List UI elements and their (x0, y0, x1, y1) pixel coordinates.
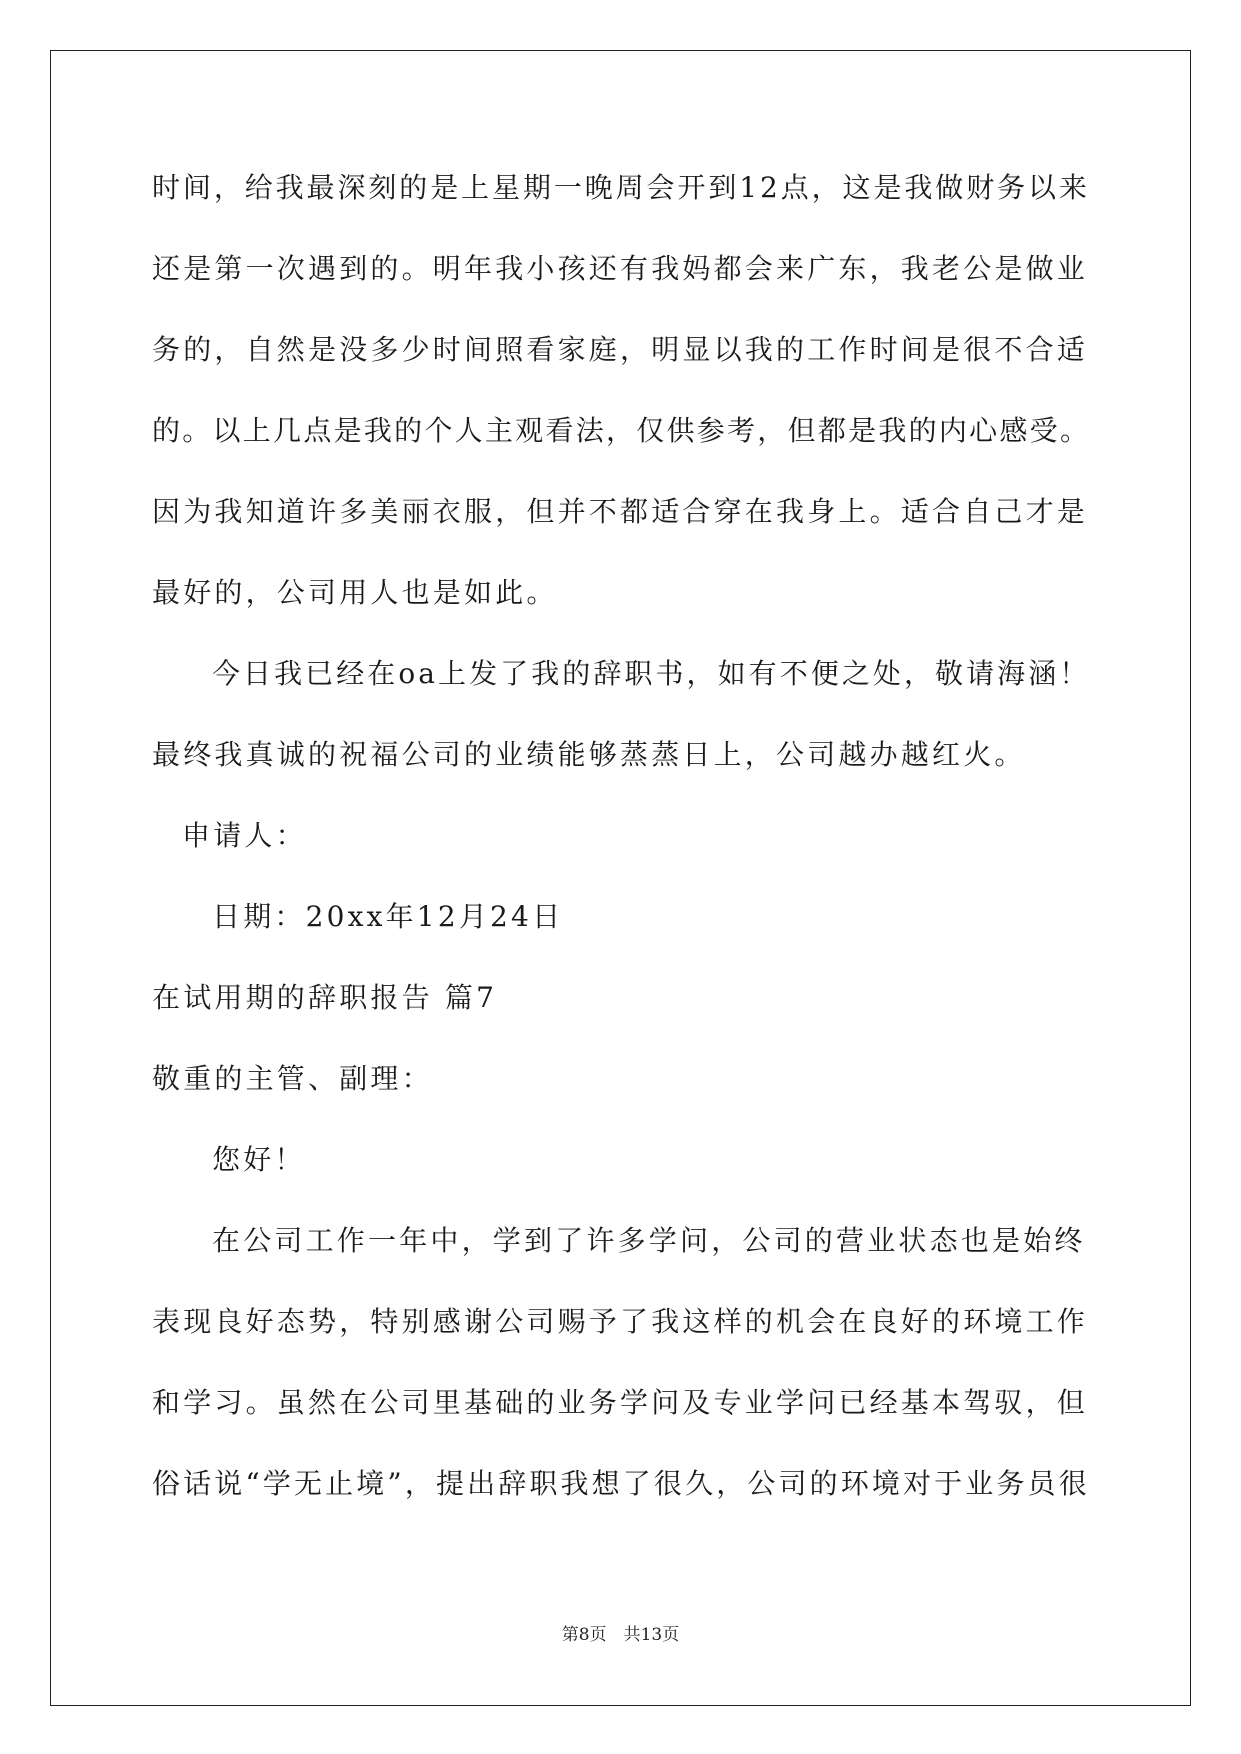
body-line-1: 时间，给我最深刻的是上星期一晚周会开到12点，这是我做财务以来 (152, 171, 1090, 204)
body-line-4: 的。以上几点是我的个人主观看法，仅供参考，但都是我的内心感受。 (152, 414, 1091, 447)
body-line-2: 还是第一次遇到的。明年我小孩还有我妈都会来广东，我老公是做业 (152, 252, 1089, 285)
body-line-17: 俗话说“学无止境”，提出辞职我想了很久，公司的环境对于业务员很 (152, 1467, 1090, 1500)
body-line-5: 因为我知道许多美丽衣服，但并不都适合穿在我身上。适合自己才是 (152, 495, 1089, 528)
body-line-15: 表现良好态势，特别感谢公司赐予了我这样的机会在良好的环境工作 (152, 1305, 1089, 1338)
page-border (50, 50, 1191, 1706)
salutation: 敬重的主管、副理： (152, 1062, 433, 1095)
body-line-6: 最好的，公司用人也是如此。 (152, 576, 558, 609)
section-title: 在试用期的辞职报告 篇7 (152, 981, 498, 1014)
body-line-7: 今日我已经在oa上发了我的辞职书，如有不便之处，敬请海涵！ (212, 657, 1091, 690)
page-number-footer: 第8页 共13页 (561, 1625, 680, 1645)
body-line-14: 在公司工作一年中，学到了许多学问，公司的营业状态也是始终 (212, 1224, 1086, 1257)
body-line-16: 和学习。虽然在公司里基础的业务学问及专业学问已经基本驾驭，但 (152, 1386, 1089, 1419)
body-line-3: 务的，自然是没多少时间照看家庭，明显以我的工作时间是很不合适 (152, 333, 1089, 366)
body-line-8: 最终我真诚的祝福公司的业绩能够蒸蒸日上，公司越办越红火。 (152, 738, 1026, 771)
date-line: 日期：20xx年12月24日 (212, 900, 564, 933)
applicant-label: 申请人： (182, 819, 307, 852)
greeting: 您好！ (212, 1143, 306, 1176)
